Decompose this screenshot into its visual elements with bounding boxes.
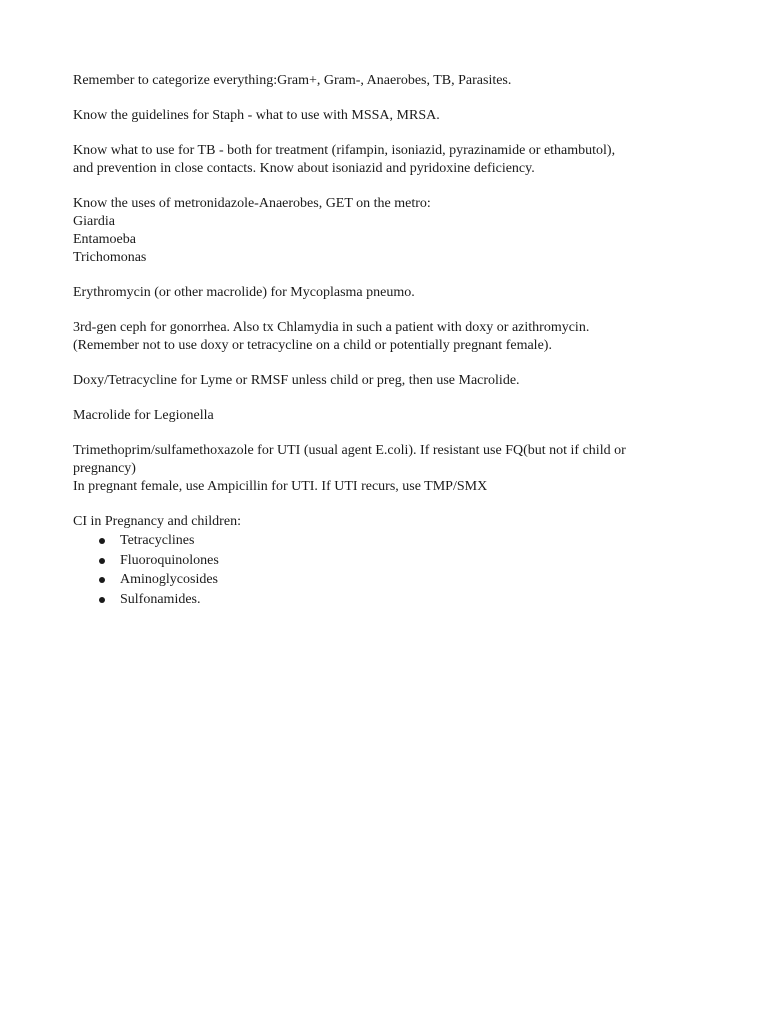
list-item-label: Aminoglycosides: [120, 572, 218, 587]
list-item-label: Fluoroquinolones: [120, 552, 219, 568]
text-line: Trichomonas: [73, 250, 147, 265]
list-item: [73, 590, 703, 610]
text-line: Know the guidelines for Staph - what to use with MSSA, MRSA.: [73, 108, 440, 123]
list-item-label: Tetracyclines: [120, 533, 195, 548]
paragraph: [73, 372, 703, 390]
text-line: Doxy/Tetracycline for Lyme or RMSF unless child or preg, then use Macrolide.: [73, 373, 520, 388]
text-line: In pregnant female, use Ampicillin for UTI. If UTI recurs, use TMP/SMX: [73, 479, 488, 494]
text-line: Erythromycin (or other macrolide) for Mycoplasma pneumo.: [73, 285, 415, 300]
paragraph: [73, 142, 703, 178]
text-line: 3rd-gen ceph for gonorrhea. Also tx Chlamydia in such a patient with doxy or azithromycin.: [73, 320, 590, 335]
text-line: and prevention in close contacts. Know about isoniazid and pyridoxine deficiency.: [73, 161, 535, 176]
text-line: (Remember not to use doxy or tetracycline on a child or potentially pregnant female).: [73, 338, 552, 353]
text-line: Know the uses of metronidazole-Anaerobes, GET on the metro:: [73, 196, 431, 211]
bullet-icon: [99, 577, 105, 583]
text-line: Giardia: [73, 214, 115, 229]
text-line: Entamoeba: [73, 232, 136, 247]
paragraph: [73, 72, 703, 90]
document-body: [73, 72, 703, 496]
ci-list: [73, 531, 703, 609]
paragraph: [73, 319, 703, 355]
text-line: Remember to categorize everything:Gram+, Gram-, Anaerobes, TB, Parasites.: [73, 73, 512, 88]
ci-heading: CI in Pregnancy and children:: [73, 514, 241, 529]
paragraph: [73, 284, 703, 302]
list-item-label: Sulfonamides.: [120, 591, 201, 607]
text-line: Trimethoprim/sulfamethoxazole for UTI (usual agent E.coli). If resistant use FQ(but not if child or: [73, 443, 626, 458]
bullet-icon: [99, 597, 105, 603]
text-line: Macrolide for Legionella: [73, 408, 214, 423]
list-item: [73, 570, 703, 590]
paragraph: [73, 442, 703, 496]
document-page: [73, 72, 703, 609]
list-item: [73, 531, 703, 551]
paragraph: [73, 107, 703, 125]
text-line: Know what to use for TB - both for treatment (rifampin, isoniazid, pyrazinamide or ethambutol),: [73, 143, 616, 158]
bullet-icon: [99, 538, 105, 544]
bullet-icon: [99, 558, 105, 564]
ci-section: [73, 513, 703, 609]
list-item: [73, 551, 703, 571]
paragraph: [73, 195, 703, 267]
paragraph: [73, 407, 703, 425]
text-line: pregnancy): [73, 461, 136, 476]
